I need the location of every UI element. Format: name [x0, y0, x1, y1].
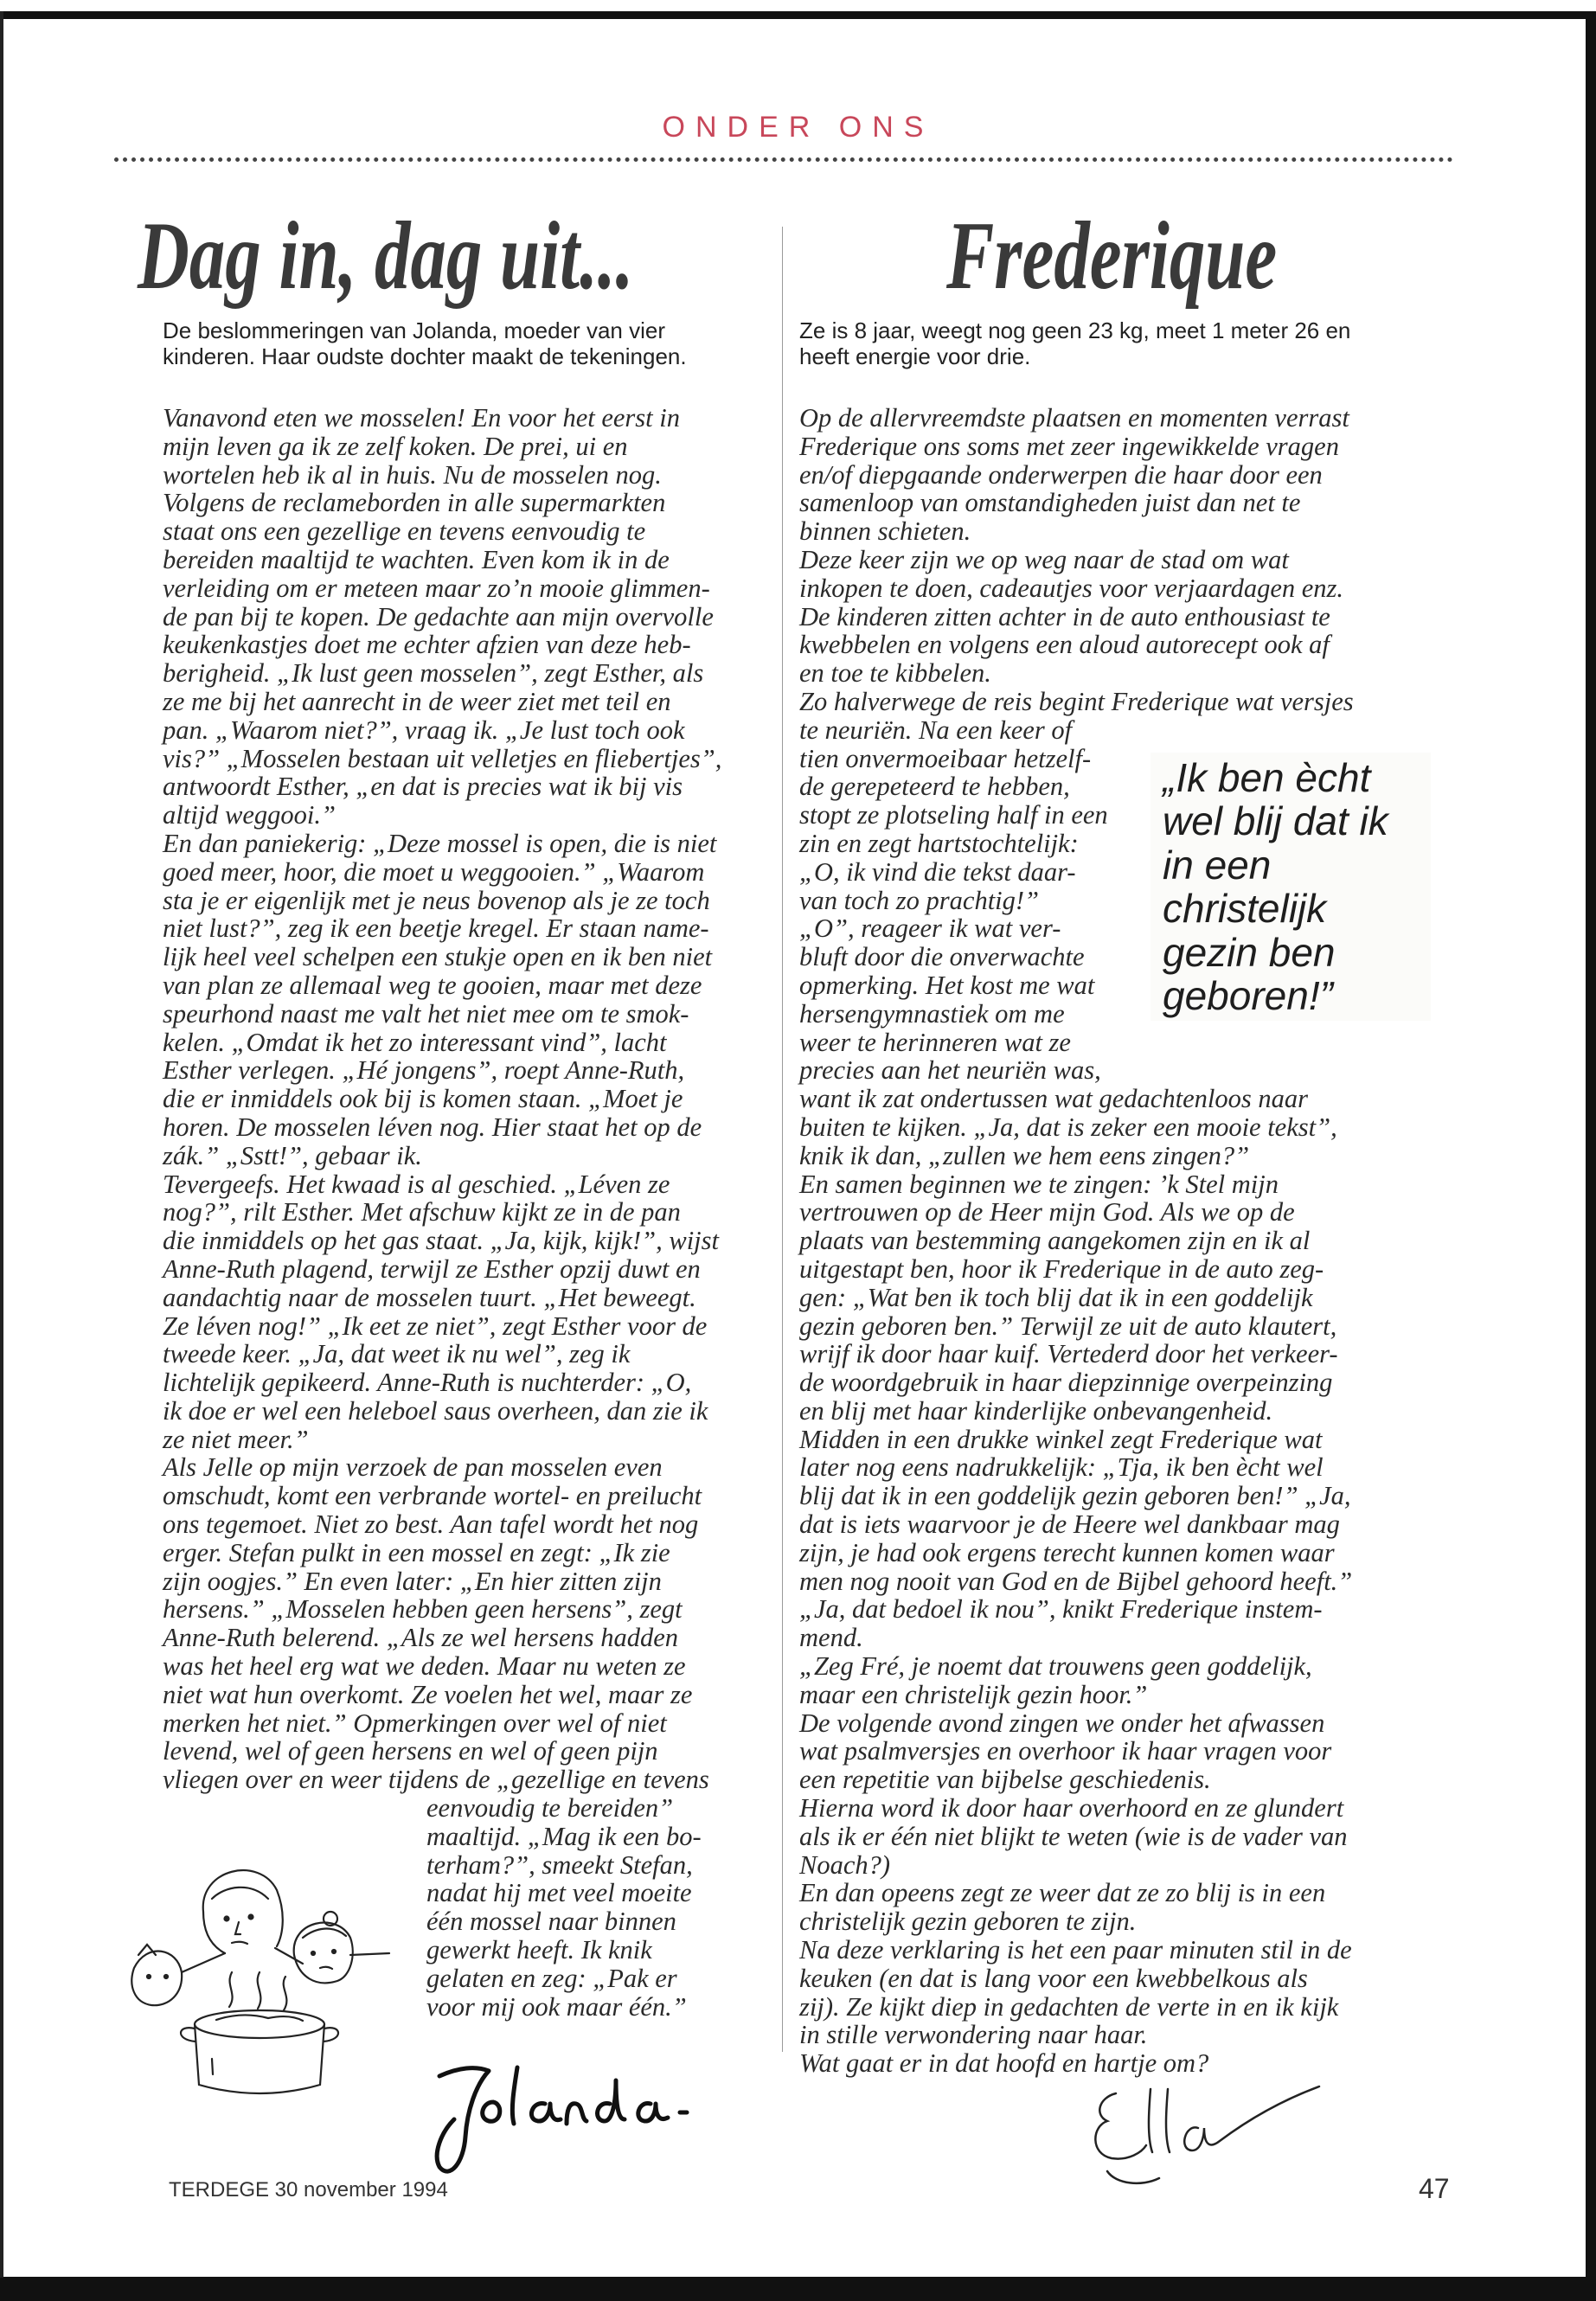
text-line: zák.” „Sstt!”, gebaar ik. — [163, 1140, 422, 1170]
text-line: vis?” „Mosselen bestaan uit velletjes en fliebertjes”, — [163, 743, 722, 773]
text-line: bereiden maaltijd te wachten. Even kom ik in de — [163, 544, 670, 574]
text-line: bluft door die onverwachte — [799, 942, 1085, 972]
text-line: verleiding om er meteen maar zo’n mooie glimmen- — [163, 573, 710, 603]
text-line: kwebbelen en volgens een aloud autorecept ook af — [799, 630, 1330, 660]
text-line: „Ja, dat bedoel ik nou”, knikt Frederique instem- — [799, 1594, 1323, 1625]
text-line: merken het niet.” Opmerkingen over wel of niet — [163, 1708, 667, 1738]
text-line: hersengymnastiek om me — [799, 998, 1065, 1029]
text-line: van plan ze allemaal weg te gooien, maar met deze — [163, 970, 702, 1000]
signature-jolanda — [424, 2050, 701, 2180]
text-line: niet wat hun overkomt. Ze voelen het wel, maar ze — [163, 1679, 693, 1709]
text-line: sta je er eigenlijk met je neus bovenop als je ze toch — [163, 885, 710, 915]
text-line: lijk heel veel schelpen een stukje open en ik ben niet — [163, 942, 713, 972]
text-line: want ik zat ondertussen wat gedachtenloos naar — [799, 1084, 1308, 1114]
text-line: goed meer, hoor, die moet u weggooien.” „Waarom — [163, 856, 705, 887]
text-line: Esther verlegen. „Hé jongens”, roept Anne-Ruth, — [163, 1055, 685, 1086]
text-line: nog?”, rilt Esther. Met afschuw kijkt ze in de pan — [163, 1197, 681, 1227]
text-line: En samen beginnen we te zingen: ’k Stel mijn — [799, 1169, 1279, 1199]
text-line: maar een christelijk gezin hoor.” — [799, 1679, 1148, 1709]
subtitle-line: De beslommeringen van Jolanda, moeder van vier — [163, 317, 665, 343]
text-line: pan. „Waarom niet?”, vraag ik. „Je lust toch ook — [163, 715, 685, 745]
text-line: Hierna word ik door haar overhoord en ze glundert — [799, 1793, 1344, 1823]
pull-quote-line: „Ik ben ècht — [1163, 755, 1371, 800]
text-line: precies aan het neuriën was, — [799, 1055, 1101, 1086]
text-line: kelen. „Omdat ik het zo interessant vind”, lacht — [163, 1027, 667, 1057]
text-line: tien onvermoeibaar hetzelf- — [799, 743, 1092, 773]
text-line: aandachtig naar de mosselen tuurt. „Het beweegt. — [163, 1282, 696, 1312]
subtitle-line: heeft energie voor drie. — [799, 343, 1031, 369]
column-divider — [782, 227, 783, 2052]
text-line: Als Jelle op mijn verzoek de pan mosselen even — [163, 1452, 663, 1483]
text-line: vertrouwen op de Heer mijn God. Als we op de — [799, 1197, 1295, 1227]
right-article-subtitle — [799, 317, 1353, 369]
text-line: gezin geboren ben.” Terwijl ze uit de auto klautert, — [799, 1311, 1337, 1341]
text-line: een repetitie van bijbelse geschiedenis. — [799, 1765, 1211, 1795]
text-line: blij dat ik in een goddelijk gezin geboren ben!” „Ja, — [799, 1481, 1351, 1511]
page-border-bottom — [0, 2277, 1596, 2301]
text-line: binnen schieten. — [799, 516, 971, 547]
text-line: de woordgebruik in haar diepzinnige overpeinzing — [799, 1368, 1333, 1398]
text-line: later nog eens nadrukkelijk: „Tja, ik ben ècht wel — [799, 1452, 1324, 1483]
text-line: wat psalmversjes en overhoor ik haar vragen voor — [799, 1736, 1332, 1766]
text-line: wortelen heb ik al in huis. Nu de mosselen nog. — [163, 459, 662, 490]
text-line: en toe te kibbelen. — [799, 658, 991, 689]
pull-quote-line: wel blij dat ik — [1163, 798, 1388, 844]
text-line: Tevergeefs. Het kwaad is al geschied. „Léven ze — [163, 1169, 670, 1199]
text-line: En dan paniekerig: „Deze mossel is open, die is niet — [163, 828, 717, 858]
text-line: zij). Ze kijkt diep in gedachten de verte in en ik kijk — [799, 1991, 1339, 2022]
pull-quote-line: geboren!” — [1163, 973, 1333, 1019]
text-line: keuken (en dat is lang voor een kwebbelkous als — [799, 1963, 1308, 1993]
section-label: ONDER ONS — [662, 111, 934, 144]
text-line: niet lust?”, zeg ik een beetje kregel. Er staan name- — [163, 913, 709, 944]
subtitle-line: Ze is 8 jaar, weegt nog geen 23 kg, meet 1 meter 26 en — [799, 317, 1351, 343]
pull-quote-line: in een — [1163, 842, 1272, 888]
pull-quote — [1151, 753, 1431, 1021]
text-line: lichtelijk gepikeerd. Anne-Ruth is nuchterder: „O, — [163, 1368, 692, 1398]
text-line: maaltijd. „Mag ik een bo- — [426, 1821, 702, 1851]
left-article-body — [163, 404, 721, 2021]
text-line: Zo halverwege de reis begint Frederique wat versjes — [799, 686, 1354, 716]
text-line: Na deze verklaring is het een paar minuten stil in de — [799, 1935, 1352, 1965]
text-line: opmerking. Het kost me wat — [799, 970, 1095, 1000]
text-line: De volgende avond zingen we onder het afwassen — [799, 1708, 1325, 1738]
text-line: Anne-Ruth plagend, terwijl ze Esther opzij duwt en — [163, 1253, 701, 1284]
text-line: en blij met haar kinderlijke onbevangenheid. — [799, 1395, 1273, 1426]
text-line: was het heel erg wat we deden. Maar nu weten ze — [163, 1651, 686, 1682]
text-line: en/of diepgaande onderwerpen die haar door een — [799, 459, 1323, 490]
text-line: te neuriën. Na een keer of — [799, 715, 1073, 745]
text-line: mend. — [799, 1623, 863, 1653]
text-line: Deze keer zijn we op weg naar de stad om wat — [799, 544, 1289, 574]
text-line: zijn, je had ook ergens terecht kunnen komen waar — [799, 1537, 1335, 1567]
text-line: Vanavond eten we mosselen! En voor het eerst in — [163, 403, 680, 433]
right-article-body — [799, 404, 1354, 2078]
page-border-top — [0, 11, 1596, 19]
text-line: berigheid. „Ik lust geen mosselen”, zegt Esther, als — [163, 658, 704, 689]
text-line: Wat gaat er in dat hoofd en hartje om? — [799, 2048, 1209, 2079]
text-line: die inmiddels op het gas staat. „Ja, kijk, kijk!”, wijst — [163, 1226, 719, 1256]
text-line: voor mij ook maar één.” — [426, 1991, 687, 2022]
text-line: ze niet meer.” — [163, 1424, 309, 1454]
text-line: buiten te kijken. „Ja, dat is zeker een mooie tekst”, — [799, 1112, 1337, 1142]
text-line: Op de allervreemdste plaatsen en momenten verrast — [799, 403, 1349, 433]
signature-ella — [1081, 2076, 1324, 2197]
text-line: vliegen over en weer tijdens de „gezellige en tevens — [163, 1765, 709, 1795]
text-line: plaats van bestemming aangekomen zijn en ik al — [799, 1226, 1311, 1256]
text-line: terham?”, smeekt Stefan, — [426, 1849, 693, 1880]
text-line: inkopen te doen, cadeautjes voor verjaardagen enz. — [799, 573, 1344, 603]
subtitle-line: kinderen. Haar oudste dochter maakt de tekeningen. — [163, 343, 687, 369]
pull-quote-line: christelijk — [1163, 886, 1327, 932]
text-line: speurhond naast me valt het niet mee om te smok- — [163, 998, 689, 1029]
text-line: de pan bij te kopen. De gedachte aan mijn overvolle — [163, 601, 714, 631]
text-line: wrijf ik door haar kuif. Vertederd door het verkeer- — [799, 1339, 1338, 1369]
text-line: samenloop van omstandigheden juist dan net te — [799, 488, 1301, 518]
text-line: Anne-Ruth belerend. „Als ze wel hersens hadden — [163, 1623, 679, 1653]
text-line: zijn oogjes.” En even later: „En hier zitten zijn — [163, 1566, 662, 1596]
text-line: Ze léven nog!” „Ik eet ze niet”, zegt Esther voor de — [163, 1311, 708, 1341]
text-line: De kinderen zitten achter in de auto enthousiast te — [799, 601, 1330, 631]
text-line: hersens.” „Mosselen hebben geen hersens”, zegt — [163, 1594, 683, 1625]
text-line: christelijk gezin geboren te zijn. — [799, 1907, 1137, 1937]
text-line: gewerkt heeft. Ik knik — [426, 1935, 652, 1965]
text-line: eenvoudig te bereiden” — [426, 1793, 674, 1823]
text-line: mijn leven ga ik ze zelf koken. De prei, ui en — [163, 431, 628, 461]
text-line: van toch zo prachtig!” — [799, 885, 1040, 915]
text-line: stopt ze plotseling half in een — [799, 800, 1108, 830]
text-line: gelaten en zeg: „Pak er — [426, 1963, 677, 1993]
text-line: En dan opeens zegt ze weer dat ze zo blij is in een — [799, 1878, 1326, 1908]
text-line: zin en zegt hartstochtelijk: — [799, 828, 1079, 858]
text-line: uitgestapt ben, hoor ik Frederique in de auto zeg- — [799, 1253, 1324, 1284]
text-line: „O, ik vind die tekst daar- — [799, 856, 1076, 887]
children-cooking-pot-illustration — [130, 1851, 407, 2102]
page-border-right — [1586, 11, 1596, 2301]
text-line: Frederique ons soms met zeer ingewikkelde vragen — [799, 431, 1339, 461]
page-number: 47 — [1419, 2173, 1450, 2204]
text-line: omschudt, komt een verbrande wortel- en preilucht — [163, 1481, 702, 1511]
text-line: ze me bij het aanrecht in de weer ziet met teil en — [163, 686, 671, 716]
text-line: erger. Stefan pulkt in een mossel en zegt: „Ik zie — [163, 1537, 670, 1567]
text-line: men nog nooit van God en de Bijbel gehoord heeft.” — [799, 1566, 1353, 1596]
text-line: tweede keer. „Ja, dat weet ik nu wel”, zeg ik — [163, 1339, 631, 1369]
text-line: Noach?) — [799, 1849, 891, 1880]
left-article-subtitle — [163, 317, 699, 369]
text-line: altijd weggooi.” — [163, 800, 336, 830]
text-line: de gerepeteerd te hebben, — [799, 772, 1070, 802]
text-line: antwoordt Esther, „en dat is precies wat ik bij vis — [163, 772, 683, 802]
text-line: ik doe er wel een heleboel saus overheen, dan zie ik — [163, 1395, 708, 1426]
text-line: „Zeg Fré, je noemt dat trouwens geen goddelijk, — [799, 1651, 1312, 1682]
publication-footer: TERDEGE 30 november 1994 — [169, 2178, 448, 2202]
text-line: gen: „Wat ben ik toch blij dat ik in een goddelijk — [799, 1282, 1313, 1312]
text-line: nadat hij met veel moeite — [426, 1878, 692, 1908]
dotted-divider — [114, 157, 1453, 162]
text-line: één mossel naar binnen — [426, 1907, 676, 1937]
text-line: dat is iets waarvoor je de Heere wel dankbaar mag — [799, 1509, 1340, 1540]
pull-quote-line: gezin ben — [1163, 929, 1336, 975]
text-line: Volgens de reclameborden in alle supermarkten — [163, 488, 666, 518]
text-line: ons tegemoet. Niet zo best. Aan tafel wordt het nog — [163, 1509, 699, 1540]
text-line: keukenkastjes doet me echter afzien van deze heb- — [163, 630, 691, 660]
right-article-title: Frederique — [946, 202, 1278, 310]
text-line: als ik er één niet blijkt te weten (wie is de vader van — [799, 1821, 1348, 1851]
page-border-left — [0, 11, 3, 2278]
text-line: horen. De mosselen léven nog. Hier staat het op de — [163, 1112, 702, 1142]
text-line: Midden in een drukke winkel zegt Frederique wat — [799, 1424, 1323, 1454]
text-line: die er inmiddels ook bij is komen staan. „Moet je — [163, 1084, 683, 1114]
text-line: staat ons een gezellige en tevens eenvoudig te — [163, 516, 646, 547]
text-line: levend, wel of geen hersens en wel of geen pijn — [163, 1736, 658, 1766]
text-line: weer te herinneren wat ze — [799, 1027, 1071, 1057]
text-line: „O”, reageer ik wat ver- — [799, 913, 1061, 944]
text-line: in stille verwondering naar haar. — [799, 2020, 1148, 2050]
left-article-title: Dag in, dag uit... — [138, 202, 634, 310]
text-line: knik ik dan, „zullen we hem eens zingen?” — [799, 1140, 1250, 1170]
